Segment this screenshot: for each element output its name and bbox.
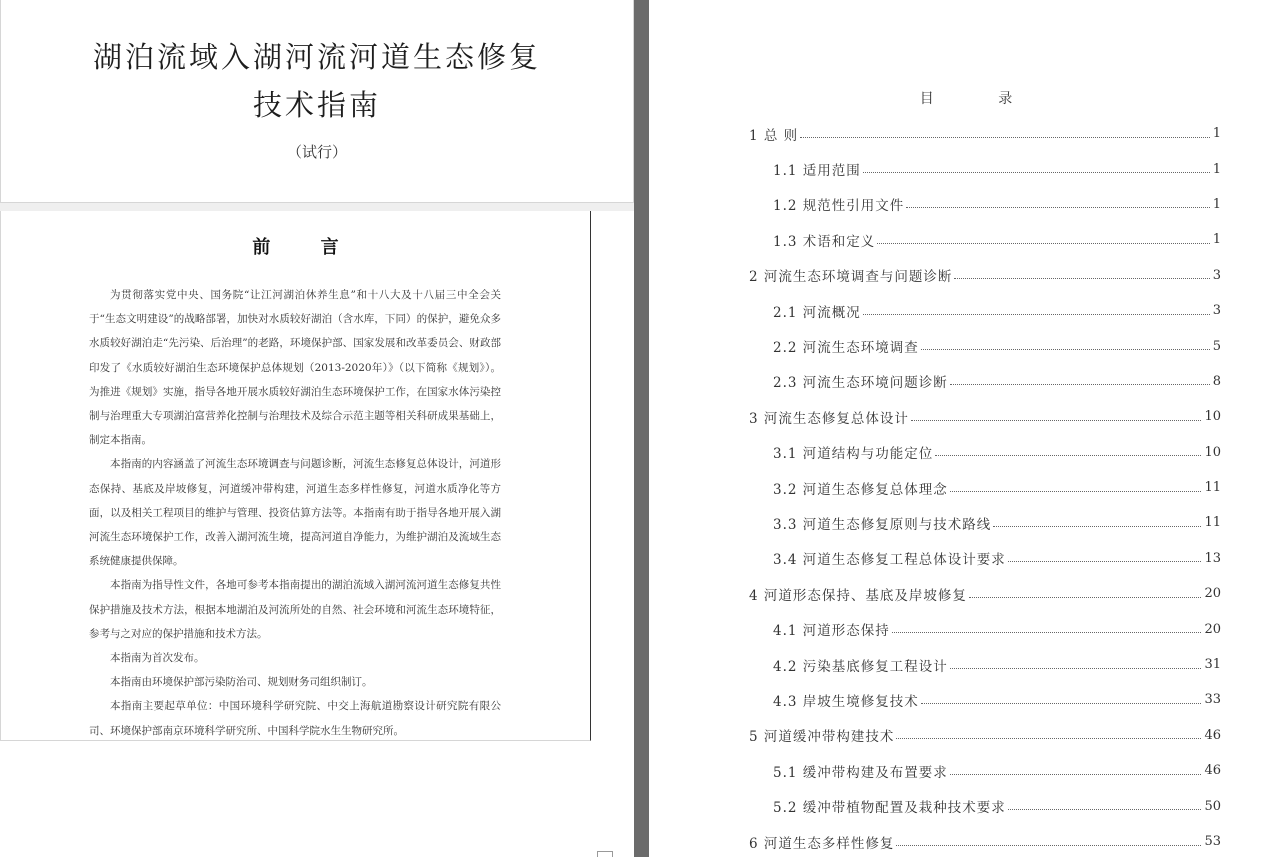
toc-entry[interactable] [749, 116, 1221, 151]
toc-entry-page: 1 [1212, 161, 1221, 177]
toc-leader-dots [921, 348, 1210, 350]
toc-leader-dots [950, 667, 1202, 669]
toc-leader-dots [950, 773, 1202, 775]
preface-paragraph: 为贯彻落实党中央、国务院“让江河湖泊休养生息”和十八大及十八届三中全会关于“生态文明建设”的战略部署，加快对水质较好湖泊（含水库，下同）的保护，避免众多水质较好湖泊走“先污染、后治理”的老路，环境保护部、国家发展和改革委员会、财政部印发了《水质较好湖泊生态环境保护总体规划（2013-2020年）》（以下简称《规划》）。为推进《规划》实施，指导各地开展水质较好湖泊生态环境保护工作，在国家水体污染控制与治理重大专项湖泊富营养化控制与治理技术及综合示范主题等相关科研成果基础上，制定本指南。 [89, 289, 501, 447]
toc-leader-dots [969, 596, 1202, 598]
toc-entry[interactable] [749, 611, 1221, 646]
toc-entry[interactable] [749, 788, 1221, 823]
toc-entry-label: 3.1 河道结构与功能定位 [773, 446, 934, 463]
toc-entry-page: 1 [1212, 126, 1221, 142]
toc-entry[interactable] [749, 435, 1221, 470]
toc-entry[interactable] [749, 753, 1221, 788]
document-title-line2: 技术指南 [252, 88, 381, 122]
document-title-line1: 湖泊流域入湖河流河道生态修复 [92, 40, 541, 74]
toc-entry-page: 10 [1204, 444, 1221, 460]
page-corner-mark [597, 851, 613, 857]
title-page [0, 0, 634, 203]
toc-entry-label: 6 河道生态多样性修复 [749, 835, 895, 852]
toc-leader-dots [863, 313, 1210, 315]
toc-entry-page: 46 [1204, 727, 1221, 743]
toc-leader-dots [911, 419, 1202, 421]
toc-entry-label: 5 河道缓冲带构建技术 [749, 729, 895, 746]
toc-entry[interactable] [749, 328, 1221, 363]
toc-entry-page: 11 [1204, 515, 1221, 531]
toc-entry-label: 1.3 术语和定义 [773, 233, 876, 250]
toc-leader-dots [896, 737, 1201, 739]
toc-entry[interactable] [749, 718, 1221, 753]
toc-entry-page: 5 [1212, 338, 1221, 354]
toc-entry[interactable] [749, 399, 1221, 434]
toc-entry-label: 2 河流生态环境调查与问题诊断 [749, 269, 953, 286]
toc-entry-page: 10 [1204, 409, 1221, 425]
toc-leader-dots [1008, 560, 1202, 562]
toc-entry-label: 1.2 规范性引用文件 [773, 198, 905, 215]
toc-entry[interactable] [749, 576, 1221, 611]
toc-entry-label: 4 河道形态保持、基底及岸坡修复 [749, 587, 967, 604]
toc-entry-label: 5.2 缓冲带植物配置及栽种技术要求 [773, 800, 1006, 817]
toc-entry[interactable] [749, 364, 1221, 399]
toc-entry[interactable] [749, 187, 1221, 222]
page-gap [0, 203, 634, 211]
preface-body [89, 283, 501, 743]
toc-entry-label: 3 河流生态修复总体设计 [749, 410, 909, 427]
toc-entry-label: 2.2 河流生态环境调查 [773, 340, 919, 357]
toc-entry-label: 4.3 岸坡生境修复技术 [773, 693, 919, 710]
toc-entry-page: 13 [1204, 550, 1221, 566]
preface-heading: 前 言 [252, 237, 361, 258]
toc-entry-label: 2.1 河流概况 [773, 304, 861, 321]
preface-paragraph: 本指南为指导性文件，各地可参考本指南提出的湖泊流域入湖河流河道生态修复共性保护措施及技术方法，根据本地湖泊及河流所处的自然、社会环境和河流生态环境特征，参考与之对应的保护措施和技术方法。 [89, 579, 501, 640]
toc-leader-dots [993, 525, 1201, 527]
toc-entry[interactable] [749, 505, 1221, 540]
toc-leader-dots [950, 383, 1210, 385]
toc-leader-dots [863, 171, 1210, 173]
toc-entry-page: 31 [1204, 657, 1221, 673]
toc-entry-label: 3.3 河道生态修复原则与技术路线 [773, 516, 992, 533]
toc-entry-page: 53 [1204, 834, 1221, 849]
toc-entry-label: 1.1 适用范围 [773, 163, 861, 180]
toc-leader-dots [950, 490, 1202, 492]
toc-entry-page: 1 [1212, 232, 1221, 248]
toc-entry[interactable] [749, 470, 1221, 505]
toc-list [749, 116, 1221, 859]
document-subtitle: （试行） [286, 143, 347, 161]
preface-paragraph: 本指南主要起草单位：中国环境科学研究院、中交上海航道勘察设计研究院有限公司、环境保护部南京环境科学研究所、中国科学院水生生物研究所。 [89, 700, 501, 737]
toc-entry-label: 4.2 污染基底修复工程设计 [773, 658, 948, 675]
toc-entry[interactable] [749, 293, 1221, 328]
toc-leader-dots [954, 277, 1209, 279]
toc-entry-page: 11 [1204, 480, 1221, 496]
toc-entry-page: 46 [1204, 763, 1221, 779]
toc-entry[interactable] [749, 824, 1221, 859]
toc-page [649, 0, 1283, 857]
toc-leader-dots [896, 844, 1201, 846]
toc-leader-dots [800, 136, 1210, 138]
toc-entry-page: 20 [1204, 621, 1221, 637]
toc-entry-page: 3 [1212, 267, 1221, 283]
toc-leader-dots [921, 702, 1202, 704]
preface-page [0, 211, 591, 741]
toc-entry-label: 2.3 河流生态环境问题诊断 [773, 375, 948, 392]
toc-leader-dots [1008, 808, 1202, 810]
toc-entry[interactable] [749, 541, 1221, 576]
toc-entry-page: 1 [1212, 196, 1221, 212]
preface-paragraph: 本指南由环境保护部污染防治司、规划财务司组织制订。 [110, 676, 373, 689]
toc-entry-page: 3 [1212, 303, 1221, 319]
toc-entry[interactable] [749, 151, 1221, 186]
toc-entry-label: 1 总 则 [749, 127, 799, 144]
toc-leader-dots [935, 454, 1201, 456]
toc-entry[interactable] [749, 647, 1221, 682]
preface-paragraph: 本指南的内容涵盖了河流生态环境调查与问题诊断，河流生态修复总体设计，河道形态保持、基底及岸坡修复，河道缓冲带构建，河道生态多样性修复，河道水质净化等方面，以及相关工程项目的维护与管理、投资估算方法等。本指南有助于指导各地开展入湖河流生态环境保护工作，改善入湖河流生境，提高河道自净能力，为维护湖泊及流域生态系统健康提供保障。 [89, 458, 501, 568]
toc-leader-dots [892, 631, 1202, 633]
preface-paragraph: 本指南为首次发布。 [110, 652, 205, 665]
toc-entry-page: 50 [1204, 798, 1221, 814]
toc-entry-page: 33 [1204, 692, 1221, 708]
toc-entry-label: 4.1 河道形态保持 [773, 623, 890, 640]
toc-entry[interactable] [749, 258, 1221, 293]
toc-entry-page: 20 [1204, 586, 1221, 602]
toc-entry-label: 3.2 河道生态修复总体理念 [773, 481, 948, 498]
toc-entry[interactable] [749, 222, 1221, 257]
toc-entry-label: 5.1 缓冲带构建及布置要求 [773, 764, 948, 781]
toc-entry-label: 3.4 河道生态修复工程总体设计要求 [773, 552, 1006, 569]
toc-leader-dots [877, 242, 1209, 244]
toc-heading: 目 录 [919, 91, 1043, 107]
toc-leader-dots [906, 206, 1209, 208]
toc-entry[interactable] [749, 682, 1221, 717]
toc-entry-page: 8 [1212, 373, 1221, 389]
page-divider [634, 0, 649, 857]
